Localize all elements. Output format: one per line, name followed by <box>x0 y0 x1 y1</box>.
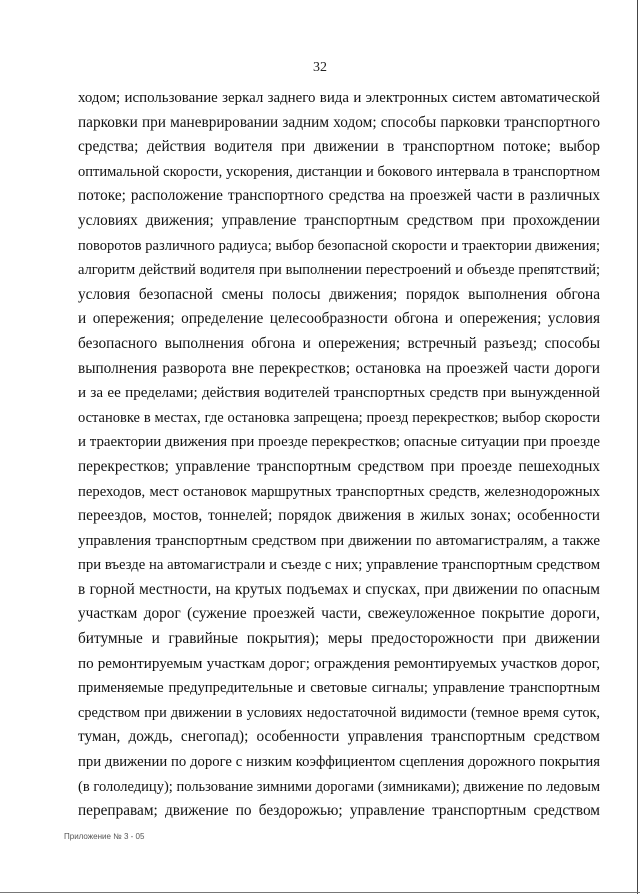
footer-annex-label: Приложение № 3 - 05 <box>64 832 145 841</box>
text-line: ходом; использование зеркал заднего вида и электронных систем автоматической <box>78 90 600 106</box>
text-line: поворотов различного радиуса; выбор безопасной скорости и траектории движения; <box>78 237 600 254</box>
text-line: туман, дождь, снегопад); особенности управления транспортным средством <box>78 728 600 746</box>
text-line: парковки при маневрировании задним ходом; способы парковки транспортного <box>78 113 600 131</box>
text-line: участкам дорог (сужение проезжей части, свежеуложенное покрытие дороги, <box>78 605 600 623</box>
scan-edge-right <box>637 0 638 894</box>
text-line: средства; действия водителя при движении в транспортном потоке; выбор <box>78 138 600 156</box>
text-line: остановке в местах, где остановка запрещена; проезд перекрестков; выбор скорости <box>78 409 600 426</box>
text-line: при въезде на автомагистрали и съезде с них; управление транспортным средством <box>78 557 600 574</box>
text-line: средством при движении в условиях недостаточной видимости (темное время суток, <box>78 704 600 721</box>
text-line: условия безопасной смены полосы движения; порядок выполнения обгона <box>78 285 600 303</box>
text-line: по ремонтируемым участкам дорог; ограждения ремонтируемых участков дорог, <box>78 655 600 672</box>
text-line: выполнения разворота вне перекрестков; остановка на проезжей части дороги <box>78 359 600 377</box>
text-line: переправам; движение по бездорожью; управление транспортным средством <box>78 802 600 820</box>
page-number: 32 <box>313 60 327 75</box>
text-line: переходов, мест остановок маршрутных транспортных средств, железнодорожных <box>78 483 600 500</box>
text-line: и за ее пределами; действия водителей транспортных средств при вынужденной <box>78 385 600 402</box>
scan-edge-bottom <box>0 892 640 893</box>
text-line: условиях движения; управление транспортным средством при прохождении <box>78 211 600 229</box>
text-line: при движении по дороге с низким коэффициентом сцепления дорожного покрытия <box>78 754 600 771</box>
text-line: безопасного выполнения обгона и опережения; встречный разъезд; способы <box>78 334 600 352</box>
text-line: в горной местности, на крутых подъемах и спусках, при движении по опасным <box>78 580 600 598</box>
text-line: оптимальной скорости, ускорения, дистанции и бокового интервала в транспортном <box>78 163 600 180</box>
text-line: применяемые предупредительные и световые сигналы; управление транспортным <box>78 680 600 697</box>
body-text <box>78 86 600 824</box>
text-line: потоке; расположение транспортного средства на проезжей части в различных <box>78 187 600 205</box>
text-line: и траектории движения при проезде перекрестков; опасные ситуации при проезде <box>78 434 600 451</box>
text-line: алгоритм действий водителя при выполнении перестроений и объезде препятствий; <box>78 262 600 279</box>
text-line: управления транспортным средством при движении по автомагистралям, а также <box>78 532 600 549</box>
text-line: переездов, мостов, тоннелей; порядок движения в жилых зонах; особенности <box>78 507 600 525</box>
text-line: (в гололедицу); пользование зимними дорогами (зимниками); движение по ледовым <box>78 778 600 795</box>
text-line: и опережения; определение целесообразности обгона и опережения; условия <box>78 310 600 328</box>
text-line: перекрестков; управление транспортным средством при проезде пешеходных <box>78 457 600 475</box>
text-line: битумные и гравийные покрытия); меры предосторожности при движении <box>78 630 600 648</box>
